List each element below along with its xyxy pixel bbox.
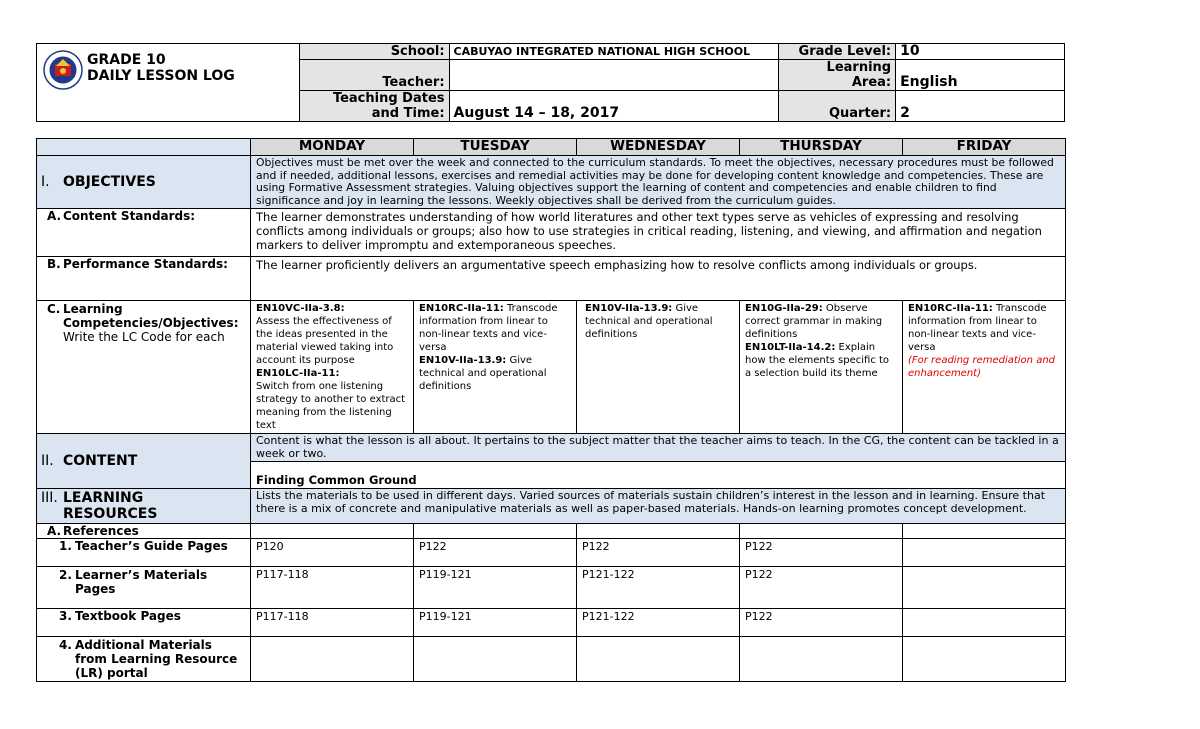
content-standards-label: A. Content Standards:	[37, 209, 251, 257]
resources-title-line2: RESOURCES	[63, 506, 158, 522]
corner-cell	[37, 139, 251, 156]
lm-tuesday: P119-121	[414, 567, 577, 609]
school-value: CABUYAO INTEGRATED NATIONAL HIGH SCHOOL	[449, 44, 779, 60]
textbook-row	[37, 609, 1066, 637]
textbook-label-text: Textbook Pages	[75, 609, 181, 623]
lm-wednesday: P121-122	[577, 567, 740, 609]
competencies-label-line2: Competencies/Objectives:	[63, 316, 239, 330]
tg-thursday: P122	[740, 539, 903, 567]
performance-standards-label-text: Performance Standards:	[63, 257, 228, 271]
quarter-value: 2	[896, 91, 1065, 122]
thursday-text-2: Explain how the elements specific to a selection build its theme	[745, 342, 890, 379]
competencies-label-line3: Write the LC Code for each	[63, 330, 225, 344]
learners-materials-label-line2: Pages	[75, 582, 116, 596]
days-row	[37, 139, 1066, 156]
tuesday-code-2: EN10V-IIa-13.9:	[419, 355, 507, 366]
monday-text-1: Assess the effectiveness of the ideas presented in the material viewed taking into account its purpose	[256, 316, 394, 366]
performance-standards-label: B. Performance Standards:	[37, 257, 251, 301]
content-roman: II.	[41, 453, 54, 469]
tg-tuesday: P122	[414, 539, 577, 567]
header-title-cell	[37, 44, 300, 122]
log-heading: DAILY LESSON LOG	[87, 68, 235, 84]
textbook-num: 3.	[59, 609, 72, 623]
learning-area-label	[779, 60, 896, 91]
teachers-guide-row	[37, 539, 1066, 567]
monday-code-1: EN10VC-IIa-3.8:	[256, 303, 345, 314]
resources-roman: III.	[41, 490, 58, 506]
content-description: Content is what the lesson is all about. It pertains to the subject matter that the teacher aims to teach. In the CG, the content can be tackled in a week or two.	[251, 434, 1066, 462]
day-wednesday: WEDNESDAY	[577, 139, 740, 156]
objectives-roman: I.	[41, 174, 50, 190]
wednesday-text: Give technical and operational definitions	[585, 303, 713, 340]
resources-description: Lists the materials to be used in different days. Varied sources of materials sustain children’s interest in the lesson and in learning. Ensure that there is a mix of concrete and manipulative materials as well as paper-based materials. Hands-on learning promotes concept development.	[251, 489, 1066, 524]
tb-friday	[903, 609, 1066, 637]
dates-label-line2: and Time:	[371, 106, 445, 121]
learning-area-label-line1: Learning	[826, 60, 892, 75]
teacher-value	[449, 60, 779, 91]
learners-materials-num: 2.	[59, 568, 72, 582]
quarter-label: Quarter:	[779, 91, 896, 122]
content-standards-text: The learner demonstrates understanding of how world literatures and other text types serve as vehicles of expressing and resolving conflicts among individuals or groups; also how to use strategies in critical reading, listening, and viewing, and affirmation and negation markers to deliver impromptu and extemporaneous speeches.	[251, 209, 1066, 257]
competency-tuesday	[414, 301, 577, 434]
thursday-code-1: EN10G-IIa-29:	[745, 303, 823, 314]
tuesday-text-1: Transcode information from linear to non-linear texts and vice-versa	[419, 303, 558, 353]
lm-friday	[903, 567, 1066, 609]
school-label: School:	[299, 44, 449, 60]
friday-text: Transcode information from linear to non-linear texts and vice-versa	[908, 303, 1047, 353]
learners-materials-row	[37, 567, 1066, 609]
content-title: CONTENT	[63, 453, 138, 469]
day-thursday: THURSDAY	[740, 139, 903, 156]
tg-wednesday: P122	[577, 539, 740, 567]
tuesday-text-2: Give technical and operational definitions	[419, 355, 547, 392]
teachers-guide-label	[37, 539, 251, 567]
tg-monday: P120	[251, 539, 414, 567]
friday-note: (For reading remediation and enhancement)	[908, 355, 1056, 379]
tg-friday	[903, 539, 1066, 567]
content-heading	[37, 434, 251, 489]
competency-thursday	[740, 301, 903, 434]
objectives-row	[37, 156, 1066, 209]
header-table	[36, 43, 1065, 122]
day-monday: MONDAY	[251, 139, 414, 156]
lm-thursday: P122	[740, 567, 903, 609]
references-label: A. References	[37, 524, 251, 539]
day-tuesday: TUESDAY	[414, 139, 577, 156]
resources-title-line1: LEARNING	[63, 490, 144, 506]
resources-heading	[37, 489, 251, 524]
performance-standards-row	[37, 257, 1066, 301]
learning-area-label-line2: Area:	[851, 75, 892, 90]
wednesday-code: EN10V-IIa-13.9:	[585, 303, 673, 314]
day-friday: FRIDAY	[903, 139, 1066, 156]
learners-materials-label-line1: Learner’s Materials	[75, 568, 208, 582]
textbook-label	[37, 609, 251, 637]
lm-monday: P117-118	[251, 567, 414, 609]
competencies-row	[37, 301, 1066, 434]
learning-area-value: English	[896, 60, 1065, 91]
thursday-code-2: EN10LT-IIa-14.2:	[745, 342, 836, 353]
thursday-text-1: Observe correct grammar in making definitions	[745, 303, 883, 340]
deped-seal-icon	[43, 50, 83, 90]
grade-level-value: 10	[896, 44, 1065, 60]
competency-wednesday	[577, 301, 740, 434]
additional-materials-num: 4.	[59, 638, 72, 652]
dates-label	[299, 91, 449, 122]
content-row	[37, 434, 1066, 462]
additional-materials-label-line2: from Learning Resource	[75, 652, 238, 666]
objectives-description: Objectives must be met over the week and connected to the curriculum standards. To meet the objectives, necessary procedures must be followed and if needed, additional lessons, exercises and remedial activities may be done for developing content knowledge and competencies. These are using Formative Assessment strategies. Valuing objectives support the learning of content and competencies and enable children to find significance and joy in learning the lessons. Weekly objectives shall be derived from the curriculum guides.	[251, 156, 1066, 209]
tb-thursday: P122	[740, 609, 903, 637]
grade-heading: GRADE 10	[87, 52, 166, 68]
lesson-log-table	[36, 138, 1066, 682]
content-topic: Finding Common Ground	[251, 462, 1066, 489]
competency-friday	[903, 301, 1066, 434]
teacher-label: Teacher:	[299, 60, 449, 91]
content-standards-label-text: Content Standards:	[63, 209, 196, 223]
references-label-text: References	[63, 524, 139, 538]
tb-wednesday: P121-122	[577, 609, 740, 637]
monday-code-2: EN10LC-IIa-11:	[256, 368, 340, 379]
learners-materials-label	[37, 567, 251, 609]
tuesday-code-1: EN10RC-IIa-11:	[419, 303, 504, 314]
dates-value: August 14 – 18, 2017	[449, 91, 779, 122]
objectives-heading	[37, 156, 251, 209]
monday-text-2: Switch from one listening strategy to another to extract meaning from the listening text	[256, 381, 406, 431]
additional-materials-label-line1: Additional Materials	[75, 638, 212, 652]
teachers-guide-label-text: Teacher’s Guide Pages	[75, 539, 228, 553]
performance-standards-text: The learner proficiently delivers an argumentative speech emphasizing how to resolve conflicts among individuals or groups.	[251, 257, 1066, 301]
additional-materials-label	[37, 637, 251, 682]
dates-label-line1: Teaching Dates	[332, 91, 445, 106]
competencies-label-line1: Learning	[63, 302, 123, 316]
tb-monday: P117-118	[251, 609, 414, 637]
resources-row	[37, 489, 1066, 524]
teachers-guide-num: 1.	[59, 539, 72, 553]
references-row	[37, 524, 1066, 539]
grade-level-label: Grade Level:	[779, 44, 896, 60]
tb-tuesday: P119-121	[414, 609, 577, 637]
content-standards-row	[37, 209, 1066, 257]
objectives-title: OBJECTIVES	[63, 174, 156, 190]
additional-materials-label-line3: (LR) portal	[75, 666, 148, 680]
competencies-label: C. Learning Competencies/Objectives: Write the LC Code for each	[37, 301, 251, 434]
friday-code: EN10RC-IIa-11:	[908, 303, 993, 314]
additional-materials-row	[37, 637, 1066, 682]
competency-monday	[251, 301, 414, 434]
